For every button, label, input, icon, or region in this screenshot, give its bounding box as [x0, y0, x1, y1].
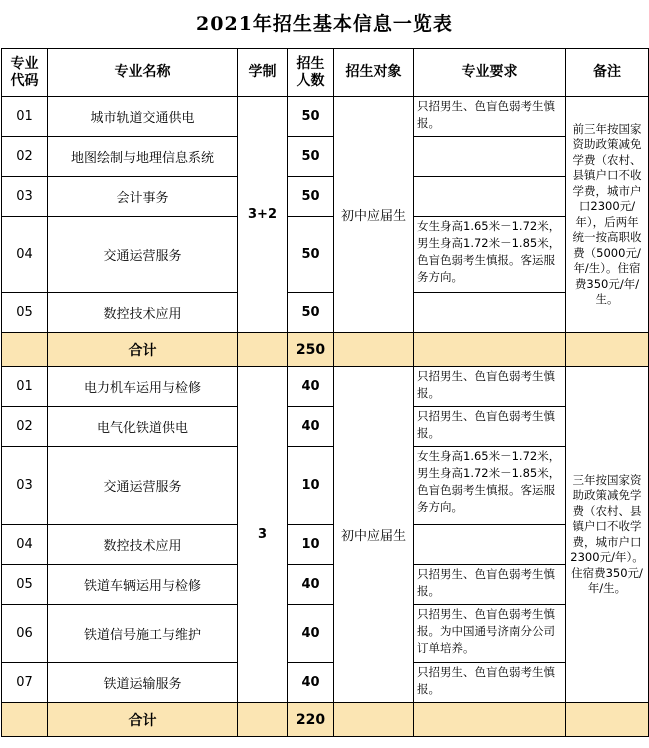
total-label: 合计 — [48, 333, 238, 367]
duration-cell: 3 — [238, 367, 288, 703]
total-blank — [334, 333, 414, 367]
header-duration: 学制 — [238, 49, 288, 97]
total-value: 250 — [288, 333, 334, 367]
requirement-cell: 只招男生、色盲色弱考生慎报。 — [414, 367, 566, 407]
major-code: 05 — [2, 293, 48, 333]
table-row — [2, 525, 649, 565]
major-code: 03 — [2, 177, 48, 217]
major-code: 01 — [2, 367, 48, 407]
total-blank — [238, 333, 288, 367]
major-name: 数控技术应用 — [48, 293, 238, 333]
page-title: 2021年招生基本信息一览表 — [196, 13, 453, 35]
major-code: 04 — [2, 525, 48, 565]
major-name: 铁道运输服务 — [48, 663, 238, 703]
major-name: 会计事务 — [48, 177, 238, 217]
enroll-count: 40 — [288, 407, 334, 447]
major-name: 数控技术应用 — [48, 525, 238, 565]
total-blank — [334, 703, 414, 737]
enroll-count: 40 — [288, 663, 334, 703]
total-value: 220 — [288, 703, 334, 737]
enroll-count: 10 — [288, 447, 334, 525]
requirement-cell: 只招男生、色盲色弱考生慎报。 — [414, 97, 566, 137]
requirement-cell-empty — [414, 177, 566, 217]
requirement-cell: 只招男生、色盲色弱考生慎报。为中国通号济南分公司订单培养。 — [414, 605, 566, 663]
table-row — [2, 293, 649, 333]
header-name: 专业名称 — [48, 49, 238, 97]
total-blank — [414, 333, 566, 367]
total-blank — [414, 703, 566, 737]
header-note: 备注 — [566, 49, 649, 97]
table-row — [2, 137, 649, 177]
table-row — [2, 177, 649, 217]
enroll-count: 50 — [288, 137, 334, 177]
header-target: 招生对象 — [334, 49, 414, 97]
total-blank — [2, 333, 48, 367]
enroll-count: 10 — [288, 525, 334, 565]
total-blank — [2, 703, 48, 737]
major-code: 02 — [2, 137, 48, 177]
total-label: 合计 — [48, 703, 238, 737]
table-row — [2, 407, 649, 447]
major-name: 铁道信号施工与维护 — [48, 605, 238, 663]
enroll-count: 50 — [288, 293, 334, 333]
target-cell: 初中应届生 — [334, 367, 414, 703]
major-code: 06 — [2, 605, 48, 663]
enroll-count: 50 — [288, 177, 334, 217]
table-row — [2, 367, 649, 407]
header-code: 专业代码 — [2, 49, 48, 97]
header-req: 专业要求 — [414, 49, 566, 97]
header-count: 招生人数 — [288, 49, 334, 97]
table-row — [2, 663, 649, 703]
note-cell: 前三年按国家资助政策减免学费（农村、县镇户口不收学费，城市户口2300元/年），后两年统一按高职收费（5000元/年/生）。住宿费350元/年/生。 — [566, 97, 649, 333]
table-row — [2, 565, 649, 605]
requirement-cell: 只招男生、色盲色弱考生慎报。 — [414, 663, 566, 703]
table-row — [2, 97, 649, 137]
table-row — [2, 217, 649, 293]
table-row — [2, 447, 649, 525]
major-name: 地图绘制与地理信息系统 — [48, 137, 238, 177]
note-cell: 三年按国家资助政策减免学费（农村、县镇户口不收学费，城市户口2300元/年）。住宿费350元/年/生。 — [566, 367, 649, 703]
requirement-cell — [414, 525, 566, 565]
major-name: 电力机车运用与检修 — [48, 367, 238, 407]
requirement-cell: 女生身高1.65米－1.72米，男生身高1.72米－1.85米，色盲色弱考生慎报。客运服务方向。 — [414, 217, 566, 293]
requirement-cell-empty — [414, 137, 566, 177]
enroll-count: 40 — [288, 605, 334, 663]
major-code: 03 — [2, 447, 48, 525]
enrollment-table — [1, 48, 649, 737]
duration-cell: 3+2 — [238, 97, 288, 333]
table-row — [2, 605, 649, 663]
major-code: 02 — [2, 407, 48, 447]
enroll-count: 50 — [288, 97, 334, 137]
major-name: 交通运营服务 — [48, 217, 238, 293]
major-code: 07 — [2, 663, 48, 703]
requirement-cell: 女生身高1.65米－1.72米，男生身高1.72米－1.85米，色盲色弱考生慎报。客运服务方向。 — [414, 447, 566, 525]
total-row — [2, 703, 649, 737]
enroll-count: 40 — [288, 367, 334, 407]
requirement-cell-empty — [414, 293, 566, 333]
enroll-count: 40 — [288, 565, 334, 605]
total-row — [2, 333, 649, 367]
header-row — [2, 49, 649, 97]
major-code: 05 — [2, 565, 48, 605]
total-blank — [238, 703, 288, 737]
major-name: 城市轨道交通供电 — [48, 97, 238, 137]
requirement-cell: 只招男生、色盲色弱考生慎报。 — [414, 407, 566, 447]
requirement-cell: 只招男生、色盲色弱考生慎报。 — [414, 565, 566, 605]
target-cell: 初中应届生 — [334, 97, 414, 333]
major-code: 04 — [2, 217, 48, 293]
major-name: 交通运营服务 — [48, 447, 238, 525]
major-name: 电气化铁道供电 — [48, 407, 238, 447]
total-blank — [566, 703, 649, 737]
enroll-count: 50 — [288, 217, 334, 293]
major-name: 铁道车辆运用与检修 — [48, 565, 238, 605]
major-code: 01 — [2, 97, 48, 137]
total-blank — [566, 333, 649, 367]
